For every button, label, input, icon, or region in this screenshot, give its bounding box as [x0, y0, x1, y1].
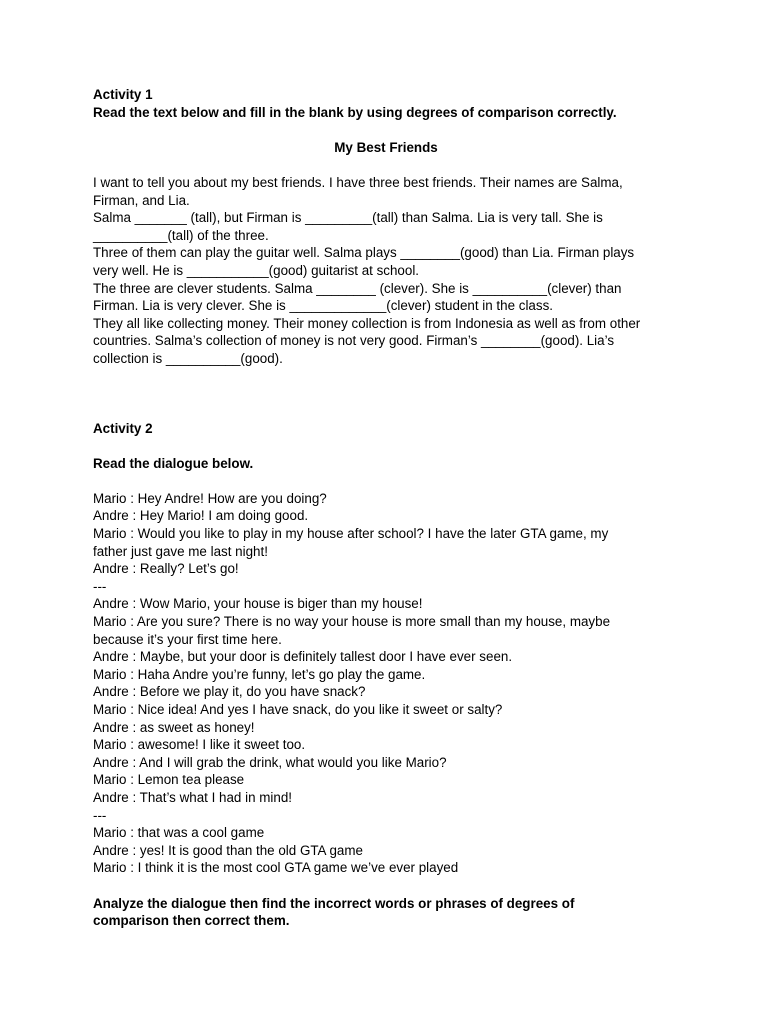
story-line: Salma _______ (tall), but Firman is _________(tall) than Salma. Lia is very tall. She is — [93, 210, 603, 226]
story-title: My Best Friends — [334, 139, 438, 155]
activity2-task: Analyze the dialogue then find the incorrect words or phrases of degrees of — [93, 895, 575, 911]
dialogue-line: Andre : Before we play it, do you have snack? — [93, 684, 366, 700]
activity1-heading: Activity 1 — [93, 87, 153, 102]
dialogue-line: Andre : Maybe, but your door is definitely tallest door I have ever seen. — [93, 649, 513, 665]
dialogue-line: Mario : Hey Andre! How are you doing? — [93, 490, 327, 506]
story-line: Firman. Lia is very clever. She is _____________(clever) student in the class. — [93, 298, 553, 314]
dialogue-separator: --- — [93, 807, 107, 823]
dialogue-line: Mario : Haha Andre you’re funny, let’s go play the game. — [93, 666, 426, 682]
dialogue-line: Andre : Hey Mario! I am doing good. — [93, 508, 309, 524]
activity2-instruction: Read the dialogue below. — [93, 455, 254, 471]
dialogue-line: Andre : Really? Let’s go! — [93, 561, 239, 577]
dialogue-line: Mario : Are you sure? There is no way your house is more small than my house, maybe — [93, 614, 611, 630]
story-line: The three are clever students. Salma ________ (clever). She is __________(clever) than — [93, 280, 622, 296]
story-line: Firman, and Lia. — [93, 192, 190, 208]
document-page — [93, 86, 693, 930]
dialogue-line: Andre : Wow Mario, your house is biger than my house! — [93, 596, 423, 612]
story-line: I want to tell you about my best friends. I have three best friends. Their names are Salma, — [93, 174, 623, 190]
story-line: Three of them can play the guitar well. Salma plays ________(good) than Lia. Firman plays — [93, 245, 635, 261]
dialogue-separator: --- — [93, 578, 107, 594]
story-paragraph — [93, 174, 693, 368]
story-line: collection is __________(good). — [93, 350, 283, 366]
activity1-instruction: Read the text below and fill in the blank by using degrees of comparison correctly. — [93, 104, 617, 120]
dialogue-line: Mario : that was a cool game — [93, 825, 265, 841]
dialogue-line: because it’s your first time here. — [93, 631, 282, 647]
dialogue-line: Mario : Nice idea! And yes I have snack, do you like it sweet or salty? — [93, 702, 503, 717]
dialogue-line: Mario : I think it is the most cool GTA game we’ve ever played — [93, 860, 459, 876]
dialogue — [93, 490, 693, 877]
dialogue-line: Mario : Would you like to play in my house after school? I have the later GTA game, my — [93, 526, 609, 542]
story-line: very well. He is ___________(good) guitarist at school. — [93, 262, 420, 278]
dialogue-line: Andre : That’s what I had in mind! — [93, 789, 292, 805]
dialogue-line: father just gave me last night! — [93, 543, 268, 559]
dialogue-line: Mario : Lemon tea please — [93, 772, 245, 788]
story-line: They all like collecting money. Their money collection is from Indonesia as well as from other — [93, 315, 641, 331]
story-line: countries. Salma’s collection of money is not very good. Firman’s ________(good). Lia’s — [93, 333, 615, 349]
activity2-task: comparison then correct them. — [93, 913, 290, 929]
dialogue-line: Mario : awesome! I like it sweet too. — [93, 737, 306, 753]
dialogue-line: Andre : as sweet as honey! — [93, 719, 255, 735]
dialogue-line: Andre : And I will grab the drink, what would you like Mario? — [93, 754, 447, 770]
activity2-heading: Activity 2 — [93, 420, 153, 436]
dialogue-line: Andre : yes! It is good than the old GTA game — [93, 842, 363, 858]
story-line: __________(tall) of the three. — [93, 227, 269, 243]
